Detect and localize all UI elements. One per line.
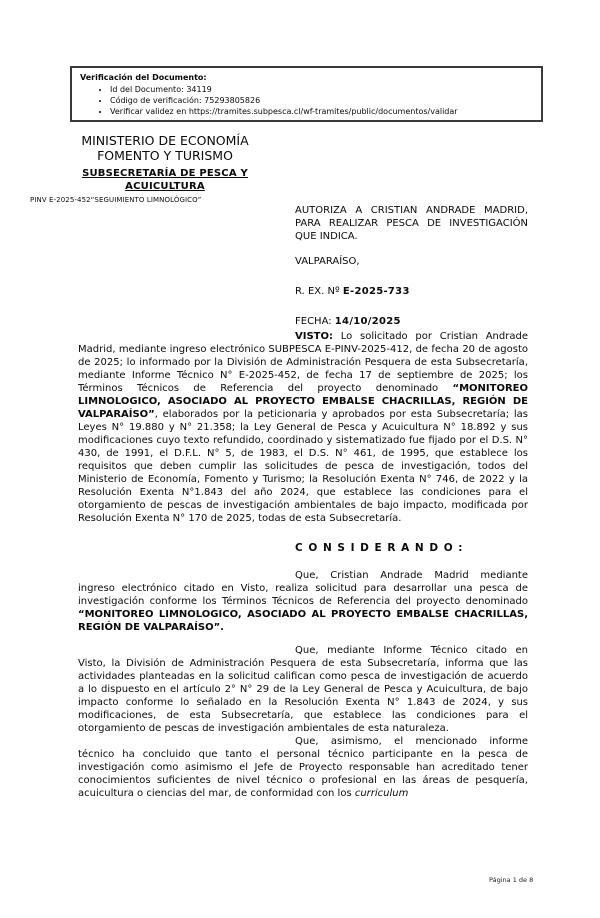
resolution-number: E-2025-733 [342,286,410,297]
date-label: FECHA: [295,316,335,327]
considerando-paragraph-1 [78,569,528,634]
considerando-3-curriculum: curriculum [354,788,409,799]
considerando-1-project-title: “MONITOREO LIMNOLOGICO, ASOCIADO AL PROYECTO EMBALSE CHACRILLAS, REGIÓN DE VALPARAÍSO”. [78,609,528,633]
subsecretariat-letterhead [55,168,275,193]
subsecretariat-line2: ACUICULTURA [125,180,205,192]
considerando-heading: C O N S I D E R A N D O : [295,542,464,554]
considerando-3-text: Que, asimismo, el mencionado informe técnico ha concluido que tanto el personal técnico participante en la pesca de investigación como asimismo el Jefe de Proyecto responsable han acreditado tener conocimientos suficientes de nivel técnico o profesional en las áreas de pesquería, acuicultura o ciencias del mar, de conformidad con los [78,736,528,799]
ministry-line2: FOMENTO Y TURISMO [97,147,233,163]
page-number: Página 1 de 8 [489,876,534,884]
considerando-paragraph-2: Que, mediante Informe Técnico citado en Visto, la División de Administración Pesquera de esta Subsecretaría, informa que las actividades planteadas en la solicitud califican como pesca de investigación de acuerdo a lo dispuesto en el artículo 2° N° 29 de la Ley General de Pesca y Acuicultura, de bajo impacto conforme lo señalado en la Resolución Exenta N° 1.843 de 2024, y sus modificaciones, de esta Subsecretaría, que establece las condiciones para el otorgamiento de pescas de investigación ambientales de esta naturaleza. [78,645,528,734]
verification-box [70,66,543,122]
subsecretariat-line1: SUBSECRETARÍA DE PESCA Y [82,168,248,179]
resolution-number-line [295,286,410,297]
resolution-label: R. EX. Nº [295,286,343,297]
ministry-line1: MINISTERIO DE ECONOMÍA [81,133,249,148]
visto-text-2: , elaborados por la peticionaria y aprobados por esta Subsecretaría; las Leyes N° 19.880 y N° 21.358; la Ley General de Pesca y Acuicultura N° 18.892 y sus modificaciones cuyo texto refundido, coordinado y sistematizado fue fijado por el D.S. N° 430, de 1991, el D.F.L. N° 5, de 1983, el D.S. N° 461, de 1995, que establece los requisitos que deben cumplir las solicitudes de pesca de investigación, todos del Ministerio de Economía, Fomento y Turismo; la Resolución Exenta N° 746, de 2022 y la Resolución Exenta N°1.843 del año 2024, que establece las condiciones para el otorgamiento de pescas de investigación ambientales de bajo impacto, modificada por Resolución Exenta N° 170 de 2025, todas de esta Subsecretaría. [78,409,528,524]
visto-text-1: Lo solicitado por Cristian Andrade Madrid, mediante ingreso electrónico SUBPESCA E-PINV-2025-412, de fecha 20 de agosto de 2025; lo informado por la División de Administración Pesquera de esta Subsecretaría, mediante Informe Técnico N° E-2025-452, de fecha 17 de septiembre de 2025; los Términos Técnicos de Referencia del proyecto denominado [78,331,528,394]
considerando-1-text: Que, Cristian Andrade Madrid mediante ingreso electrónico citado en Visto, realiza solicitud para desarrollar una pesca de investigación conforme los Términos Técnicos de Referencia del proyecto denominado [78,570,528,607]
verification-title: Verificación del Documento: [80,73,207,82]
city-line: VALPARAÍSO, [295,256,360,267]
project-reference: PINV E-2025-452“SEGUIMIENTO LIMNOLÓGICO” [30,196,202,204]
visto-label: VISTO: [295,331,333,342]
verification-list [80,84,535,117]
ministry-letterhead [55,134,275,163]
verification-item-url: • Verificar validez en https://tramites.subpesca.cl/wf-tramites/public/documentos/validar [110,106,535,117]
verification-item-code: • Código de verificación: 75293805826 [110,95,535,106]
considerando-paragraph-3 [78,735,528,800]
date-line [295,316,401,327]
resolution-subject: AUTORIZA A CRISTIAN ANDRADE MADRID, PARA REALIZAR PESCA DE INVESTIGACIÓN QUE INDICA. [295,205,528,242]
verification-item-document-id: • Id del Documento: 34119 [110,84,535,95]
resolution-body [78,330,528,800]
visto-paragraph [78,330,528,525]
visto-project-title: “MONITOREO LIMNOLOGICO, ASOCIADO AL PROYECTO EMBALSE CHACRILLAS, REGIÓN DE VALPARAÍSO” [78,383,528,420]
date-value: 14/10/2025 [334,316,401,327]
